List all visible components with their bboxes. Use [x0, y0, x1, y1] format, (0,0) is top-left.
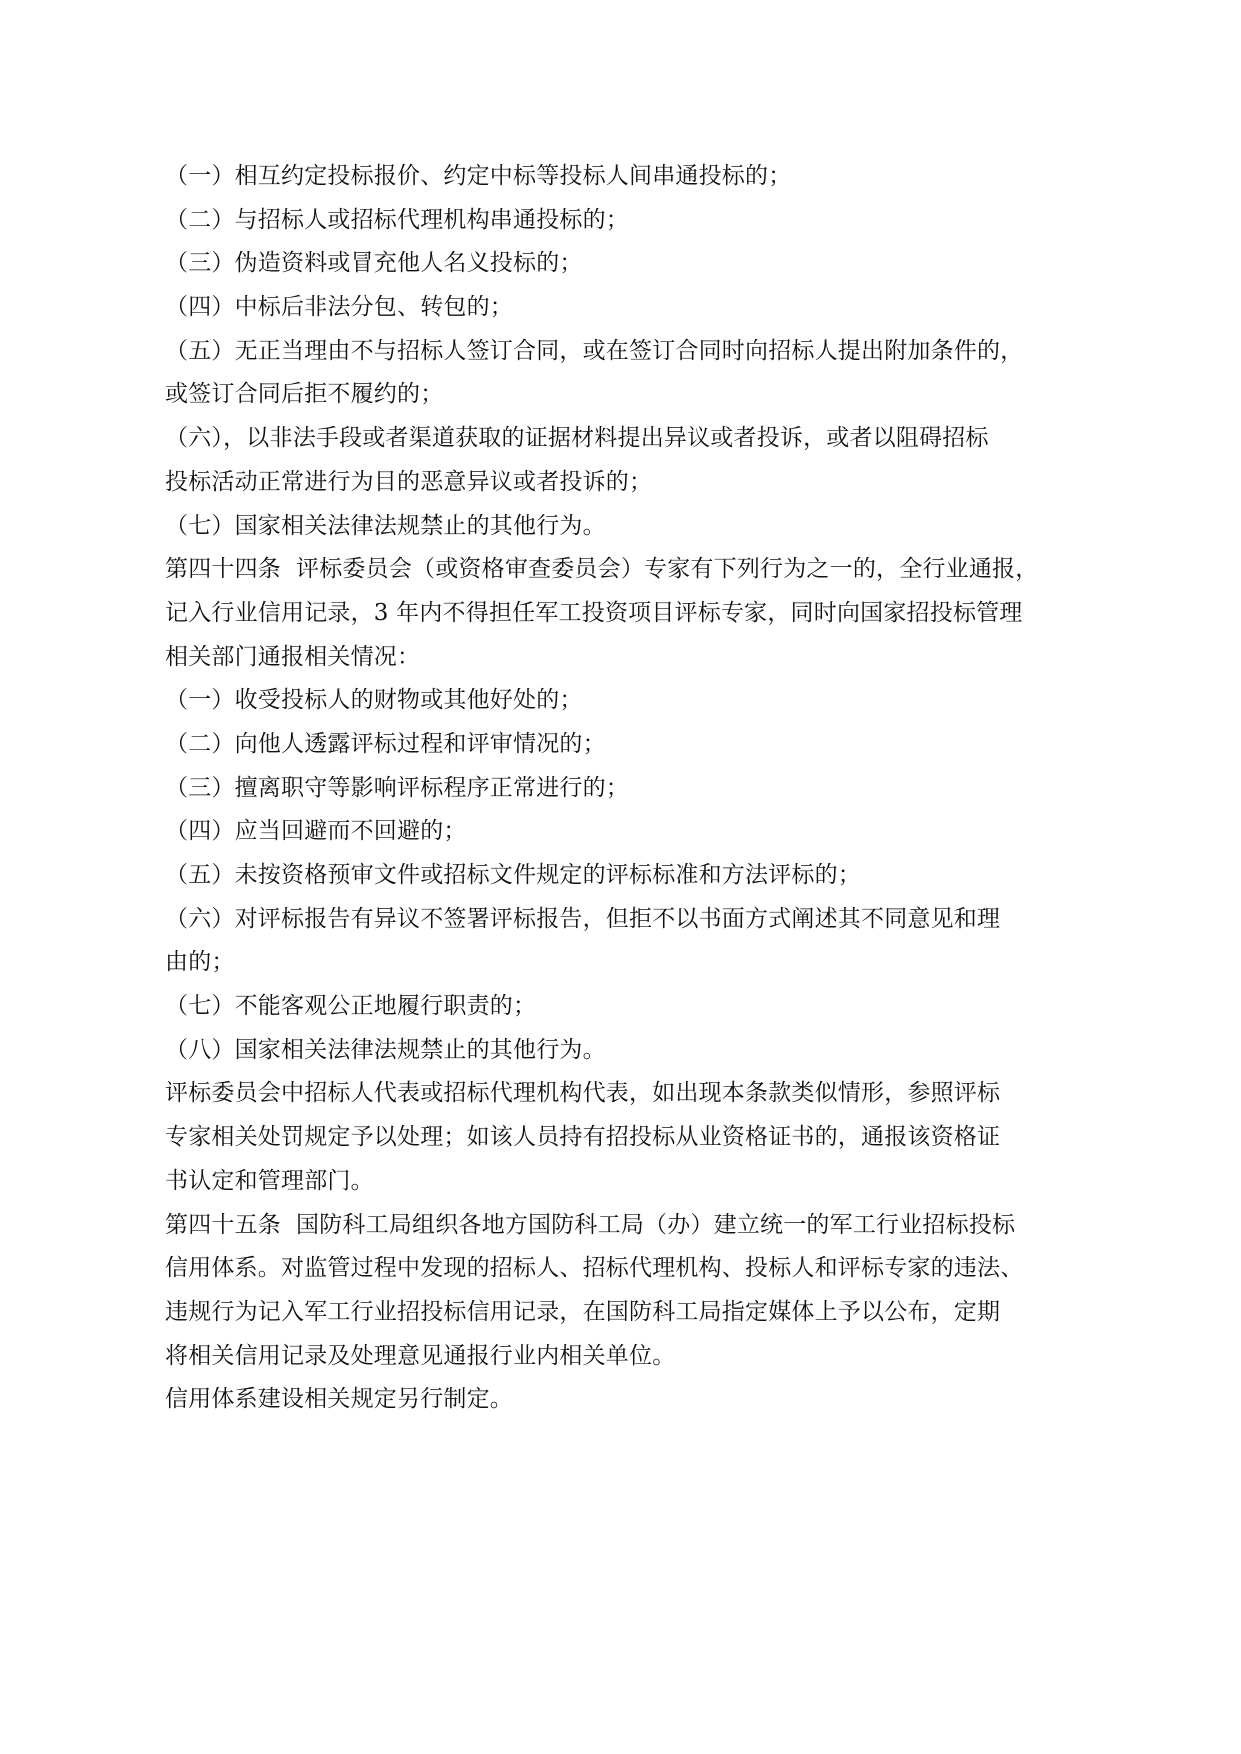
text-line: 信用体系建设相关规定另行制定。 [165, 1386, 513, 1413]
text-line: 记入行业信用记录，3 年内不得担任军工投资项目评标专家，同时向国家招投标管理 [165, 599, 1023, 626]
text-line: （六），以非法手段或者渠道获取的证据材料提出异议或者投诉，或者以阻碍招标 [165, 425, 989, 452]
text-line: （八）国家相关法律法规禁止的其他行为。 [165, 1036, 606, 1063]
text-line: 信用体系。对监管过程中发现的招标人、招标代理机构、投标人和评标专家的违法、 [165, 1255, 1024, 1282]
text-line: （四）中标后非法分包、转包的； [165, 294, 513, 321]
text-line: 书认定和管理部门。 [165, 1167, 374, 1194]
text-line: （五）无正当理由不与招标人签订合同，或在签订合同时向招标人提出附加条件的， [165, 337, 1024, 364]
text-line: 相关部门通报相关情况： [165, 643, 421, 670]
document-body [165, 155, 1077, 1422]
text-line: （三）擅离职守等影响评标程序正常进行的； [165, 774, 629, 801]
text-line: （七）国家相关法律法规禁止的其他行为。 [165, 512, 606, 539]
text-line: （五）未按资格预审文件或招标文件规定的评标标准和方法评标的； [165, 862, 861, 888]
text-line: 或签订合同后拒不履约的； [165, 381, 444, 408]
text-line: （三）伪造资料或冒充他人名义投标的； [165, 250, 583, 277]
text-line: （二）与招标人或招标代理机构串通投标的； [165, 206, 629, 233]
text-line: （六）对评标报告有异议不签署评标报告，但拒不以书面方式阐述其不同意见和理 [165, 905, 1001, 932]
text-line: （七）不能客观公正地履行职责的； [165, 993, 537, 1020]
article-45-heading-line: 第四十五条 国防科工局组织各地方国防科工局（办）建立统一的军工行业招标投标 [165, 1211, 1016, 1238]
text-line: 将相关信用记录及处理意见通报行业内相关单位。 [165, 1342, 676, 1369]
text-line: （二）向他人透露评标过程和评审情况的； [165, 730, 606, 757]
text-line: 由的； [165, 949, 235, 976]
text-line: 评标委员会中招标人代表或招标代理机构代表，如出现本条款类似情形，参照评标 [165, 1080, 1001, 1107]
text-line: （一）收受投标人的财物或其他好处的； [165, 687, 583, 714]
text-line: 投标活动正常进行为目的恶意异议或者投诉的； [165, 468, 653, 495]
article-44-heading-line: 第四十四条 评标委员会（或资格审查委员会）专家有下列行为之一的，全行业通报， [165, 556, 1039, 583]
text-line: （一）相互约定投标报价、约定中标等投标人间串通投标的； [165, 163, 792, 189]
text-line: 违规行为记入军工行业招投标信用记录，在国防科工局指定媒体上予以公布，定期 [165, 1298, 1001, 1325]
text-line: （四）应当回避而不回避的； [165, 818, 467, 845]
text-line: 专家相关处罚规定予以处理；如该人员持有招投标从业资格证书的，通报该资格证 [165, 1124, 1001, 1151]
